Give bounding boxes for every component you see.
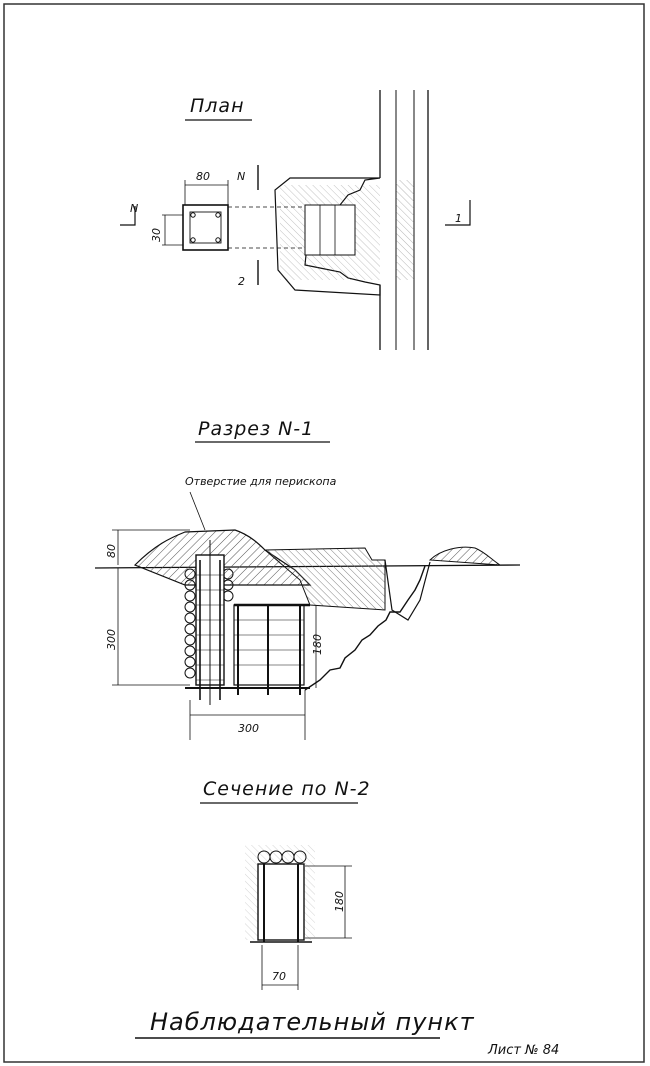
section2-title: Сечение по N-2 xyxy=(203,778,371,800)
page-label: Лист № 84 xyxy=(488,1043,560,1058)
plan-view xyxy=(120,90,470,350)
section1-dim-height: 300 xyxy=(105,629,118,650)
section-1-view xyxy=(95,418,520,740)
sheet-border xyxy=(4,4,644,1062)
plan-section-mark-2: 2 xyxy=(238,275,245,288)
plan-dim-depth: 30 xyxy=(150,228,163,242)
plan-section-mark-1: N xyxy=(237,170,246,183)
plan-title: План xyxy=(190,95,245,117)
section1-dim-cover: 80 xyxy=(105,544,118,558)
plan-dim-width: 80 xyxy=(196,170,210,183)
section2-dim-width: 70 xyxy=(272,970,286,983)
section-2-view xyxy=(200,778,371,990)
section1-dim-width: 300 xyxy=(238,722,259,735)
section1-dim-inner: 180 xyxy=(311,634,324,655)
plan-right-marker: 1 xyxy=(455,212,462,225)
section1-note: Отверстие для перископа xyxy=(185,475,337,488)
plan-left-marker: N xyxy=(130,202,139,215)
section2-dim-height: 180 xyxy=(333,891,346,912)
sheet-title: Наблюдательный пункт xyxy=(150,1008,475,1036)
section1-title: Разрез N-1 xyxy=(198,418,315,440)
